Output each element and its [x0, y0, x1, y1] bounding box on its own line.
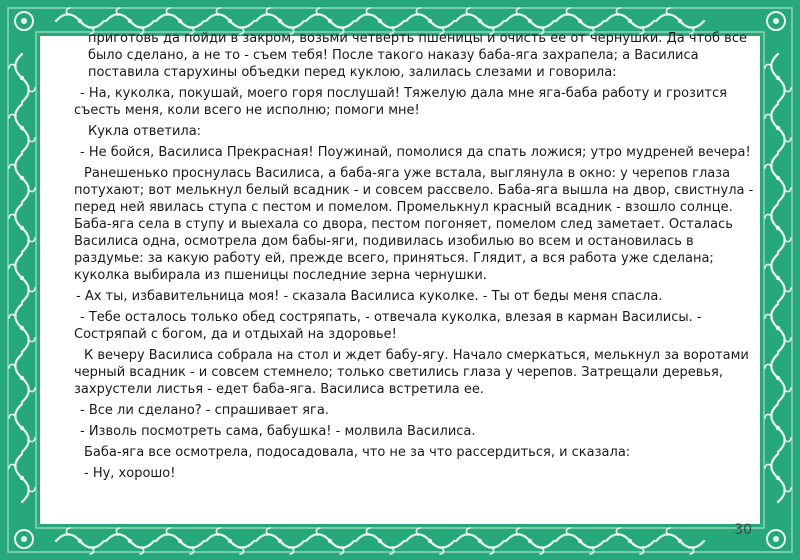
paragraph: - Тебе осталось только обед состряпать, - отвечала куколка, влезая в карман Василисы. - Состряпай с богом, да и отдыхай на здоровье! [74, 310, 702, 342]
ornament-dot [628, 539, 632, 543]
ornament-dot [678, 19, 682, 23]
ornament-dot [776, 76, 780, 80]
ornament-dot [278, 19, 282, 23]
ornament-dot [21, 536, 27, 542]
ornament-dot [776, 476, 780, 480]
ornament-dot [20, 376, 24, 380]
ornament-dot [776, 276, 780, 280]
ornament-dot [20, 476, 24, 480]
ornament-dot [20, 126, 24, 130]
ornament-dot [678, 539, 682, 543]
paragraph: - На, куколка, покушай, моего горя послушай! Тяжелую дала мне яга-баба работу и грозится съесть меня, коли всего не исполню; помоги мне! [74, 86, 727, 118]
ornament-dot [628, 19, 632, 23]
paragraph: - Не бойся, Василиса Прекрасная! Поужинай, помолися да спать ложися; утро мудреней вечера! [80, 145, 751, 160]
ornament-dot [178, 19, 182, 23]
paragraph: - Ах ты, избавительница моя! - сказала Василиса куколке. - Ты от беды меня спасла. [76, 289, 663, 304]
ornament-dot [776, 176, 780, 180]
ornament-dot [128, 539, 132, 543]
ornament-dot [20, 276, 24, 280]
ornament-dot [328, 539, 332, 543]
ornament-dot [278, 539, 282, 543]
ornament-dot [776, 326, 780, 330]
ornament-dot [478, 19, 482, 23]
ornament-dot [776, 376, 780, 380]
ornament-dot [178, 539, 182, 543]
ornament-dot [776, 426, 780, 430]
ornament-dot [528, 539, 532, 543]
ornament-dot [378, 539, 382, 543]
ornament-dot [78, 19, 82, 23]
paragraph: - Ну, хорошо! [84, 466, 176, 481]
ornament-dot [128, 19, 132, 23]
ornament-dot [228, 19, 232, 23]
paragraph: приготовь да пойди в закром, возьми четверть пшеницы и очисть ее от чернушки. Да чтоб все было сделано, а не то - съем тебя! После такого наказу баба-яга захрапела; а Василиса поставила старухины объедки перед куклою, залилась слезами и говорила: [88, 31, 747, 80]
ornament-dot [228, 539, 232, 543]
ornament-dot [20, 326, 24, 330]
ornament-dot [776, 226, 780, 230]
ornament-dot [773, 18, 779, 24]
paragraph: Баба-яга все осмотрела, подосадовала, что не за что рассердиться, и сказала: [84, 445, 631, 460]
page-number: 30 [734, 522, 752, 538]
ornament-dot [20, 226, 24, 230]
ornament-dot [578, 539, 582, 543]
ornament-dot [378, 19, 382, 23]
ornament-dot [20, 76, 24, 80]
ornament-dot [428, 19, 432, 23]
ornament-dot [528, 19, 532, 23]
ornament-dot [478, 539, 482, 543]
story-text [74, 30, 754, 486]
paragraph: Кукла ответила: [88, 124, 202, 139]
paragraph: - Изволь посмотреть сама, бабушка! - молвила Василиса. [80, 424, 476, 439]
paragraph: Ранешенько проснулась Василиса, а баба-яга уже встала, выглянула в окно: у черепов глаза потухают; вот мелькнул белый всадник - и совсем рассвело. Баба-яга вышла на двор, свистнула - перед ней явилась ступа с пестом и помелом. Промелькнул красный всадник - взошло солнце. Баба-яга села в ступу и выехала со двора, пестом погоняет, помелом след заметает. Осталась Василиса одна, осмотрела дом бабы-яги, подивилась изобилью во всем и остановилась в раздумье: за какую работу ей, прежде всего, приняться. Глядит, а вся работа уже сделана; куколка выбирала из пшеницы последние зерна чернушки. [74, 166, 754, 283]
paragraph: К вечеру Василиса собрала на стол и ждет бабу-ягу. Начало смеркаться, мелькнул за воротами черный всадник - и совсем стемнело; только светились глаза у черепов. Затрещали деревья, захрустели листья - едет баба-яга. Василиса встретила ее. [74, 348, 749, 397]
ornament-dot [21, 18, 27, 24]
ornament-dot [20, 176, 24, 180]
ornament-dot [578, 19, 582, 23]
ornament-dot [20, 426, 24, 430]
ornament-dot [78, 539, 82, 543]
ornament-dot [773, 536, 779, 542]
ornament-dot [328, 19, 332, 23]
paragraph: - Все ли сделано? - спрашивает яга. [80, 403, 329, 418]
ornament-dot [428, 539, 432, 543]
ornament-dot [776, 126, 780, 130]
